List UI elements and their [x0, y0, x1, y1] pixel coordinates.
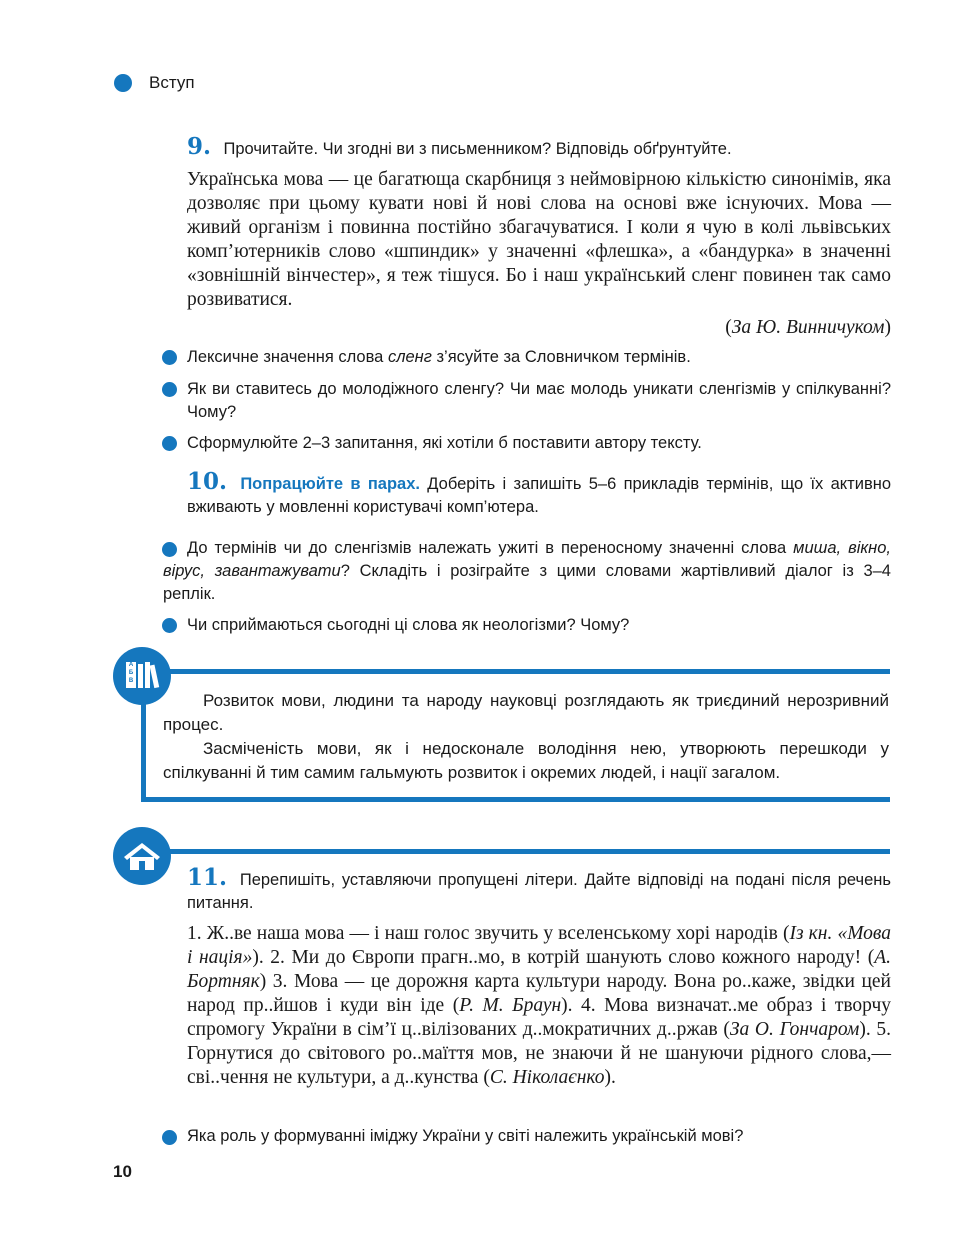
- books-icon-letters: АБВ: [128, 662, 134, 684]
- question: Яка роль у формуванні іміджу України у світі належить українській мові?: [187, 1127, 744, 1145]
- task-lead: Попрацюйте в парах.: [240, 475, 420, 493]
- passage-source: (За Ю. Винничуком): [725, 317, 891, 338]
- info-box-top-border: [168, 669, 890, 674]
- task-instruction: Прочитайте. Чи згодні ви з письменником? Відповідь обґрунтуйте.: [223, 140, 732, 158]
- home-icon: [113, 827, 171, 885]
- task-instruction: Перепишіть, уставляючи пропущені літери. Дайте відповіді на подані після речень питання.: [187, 871, 891, 912]
- home-icon-graphic: [113, 827, 171, 885]
- bullet-icon: [162, 1130, 177, 1145]
- example-words: миша, вікно, вірус, завантажувати: [163, 539, 891, 580]
- page-number: 10: [113, 1162, 132, 1181]
- bullet-icon: [162, 350, 177, 365]
- task-11-sentences: 1. Ж..ве наша мова — і наш голос звучить у вселенському хорі народів (Із кн. «Мова і нація»). 2. Ми до Європи прагн..мо, в котрій шанують слово кожного народу! (А. Бортняк) 3. Мова — це дорожня карта культури народу. Вона ро..каже, звідки цей народ пр..йшов і куди він іде (Р. М. Браун). 4. Мова визначат..ме образ і творчу спромогу України в сім’ї ц..вілізованих д..мократичних д..ржав (За О. Гончаром). 5. Горнутися до світового ро..маїття мов, не знаючи й не шануючи рідного слова,— сві..чення не культури, а д..кунства (С. Ніколаєнко).: [187, 923, 892, 1088]
- task-instruction: Доберіть і запишіть 5–6 прикладів термінів, що їх активно вживають у мовленні користувачі комп’ютера.: [187, 475, 891, 516]
- task-number: 9.: [187, 133, 212, 160]
- source-author: За Ю. Винничуком: [731, 317, 885, 338]
- bullet-icon: [162, 436, 177, 451]
- info-paragraph: Засміченість мови, як і недосконале володіння нею, утворюють перешкоди у спілкуванні й тим самим гальмують розвиток і окремих людей, і нації загалом.: [163, 739, 889, 782]
- task-9-passage: Українська мова — це багатюща скарбниця з неймовірною кількістю синонімів, яка дозволяє при цьому кувати нові й нові слова на основі вже існуючих. Мова — живий організм і повинна постійно збагачуватися. І коли я чую в колі львівських комп’ютерників слово «шпиндик» у значенні «флешка», а «бандурка» в значенні «зовнішній вінчестер», я теж тішуся. Бо і наш український сленг повинен так само розвиватися.: [187, 169, 891, 310]
- section-bullet-icon: [114, 74, 132, 92]
- section-title: Вступ: [149, 73, 195, 92]
- question: Чи сприймаються сьогодні ці слова як неологізми? Чому?: [187, 616, 630, 634]
- task-10-heading: [187, 470, 891, 519]
- question: Лексичне значення слова сленг з’ясуйте за Словничком термінів.: [187, 348, 691, 366]
- question: До термінів чи до сленгізмів належать ужиті в переносному значенні слова миша, вікно, вірус, завантажувати? Складіть і розіграйте з цими словами жартівливий діалог із 3–4 реплік.: [163, 539, 891, 603]
- bullet-icon: [162, 382, 177, 397]
- question: Як ви ставитесь до молодіжного сленгу? Чи має молодь уникати сленгізмів у спілкуванні? Чому?: [187, 380, 891, 421]
- task-number: 11.: [187, 864, 228, 891]
- question: Сформулюйте 2–3 запитання, які хотіли б поставити автору тексту.: [187, 434, 702, 452]
- info-box-left-border: [141, 690, 146, 802]
- homework-top-border: [168, 849, 890, 854]
- task-number: 10.: [187, 468, 228, 495]
- task-9-heading: [187, 133, 892, 161]
- bullet-icon: [162, 618, 177, 633]
- info-paragraph: Розвиток мови, людини та народу науковці розглядають як триєдиний нерозривний процес.: [163, 691, 889, 734]
- task-11-heading: [187, 866, 891, 915]
- info-box-bottom-border: [141, 797, 890, 802]
